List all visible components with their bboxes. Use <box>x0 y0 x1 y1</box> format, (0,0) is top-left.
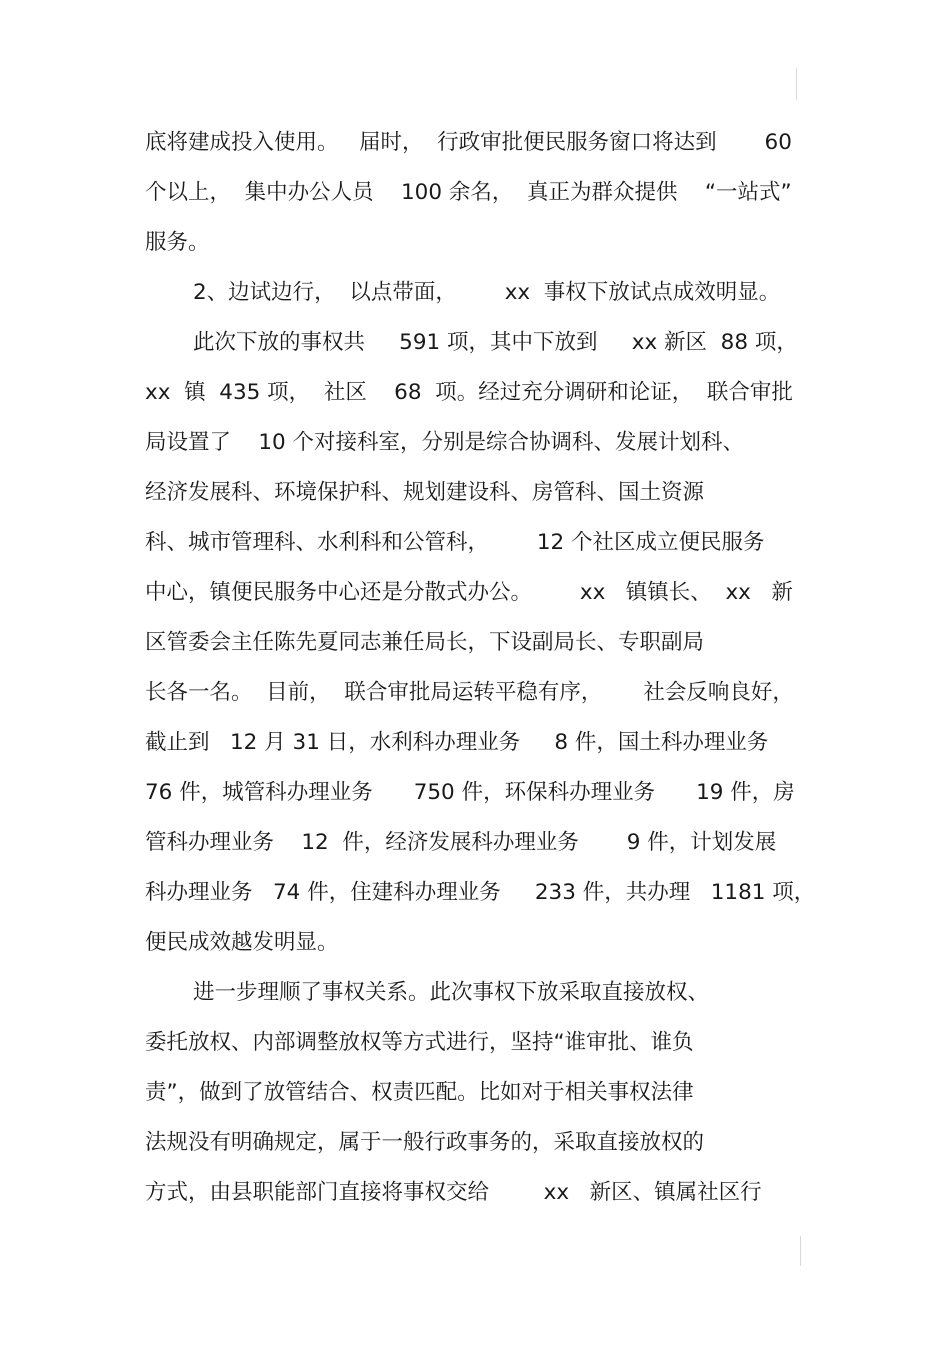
page-margin-mark-bottom <box>800 1236 801 1266</box>
text-line-content: 底将建成投入使用。 届时， 行政审批便民服务窗口将达到 60 <box>145 130 792 155</box>
text-line-content: 科办理业务 74 件，住建科办理业务 233 件，共办理 1181 项， <box>145 880 816 905</box>
text-line-content: 局设置了 10 个对接科室，分别是综合协调科、发展计划科、 <box>145 430 745 455</box>
text-line-content: 管科办理业务 12 件，经济发展科办理业务 9 件，计划发展 <box>145 830 777 855</box>
text-line <box>145 418 810 468</box>
text-line <box>145 318 810 368</box>
text-line <box>145 1068 810 1118</box>
text-line <box>145 468 810 518</box>
text-line-content: 76 件，城管科办理业务 750 件，环保科办理业务 19 件，房 <box>145 780 795 805</box>
page-margin-mark-top <box>796 68 797 100</box>
text-line-content: xx 镇 435 项， 社区 68 项。经过充分调研和论证， 联合审批 <box>145 380 793 405</box>
text-line <box>145 268 810 318</box>
text-line <box>145 368 810 418</box>
text-line-content: 方式，由县职能部门直接将事权交给 xx 新区、镇属社区行 <box>145 1180 762 1205</box>
text-line-content: 中心，镇便民服务中心还是分散式办公。 xx 镇镇长、 xx 新 <box>145 580 793 605</box>
text-line-content: 服务。 <box>145 230 210 255</box>
text-line <box>145 1118 810 1168</box>
text-line-content: 责”，做到了放管结合、权责匹配。比如对于相关事权法律 <box>145 1080 694 1105</box>
text-line <box>145 718 810 768</box>
text-line-content: 区管委会主任陈先夏同志兼任局长，下设副局长、专职副局 <box>145 630 705 655</box>
text-line <box>145 1018 810 1068</box>
text-line <box>145 1168 810 1218</box>
text-line-content: 经济发展科、环境保护科、规划建设科、房管科、国土资源 <box>145 480 705 505</box>
text-line <box>145 568 810 618</box>
text-line-content: 科、城市管理科、水利科和公管科， 12 个社区成立便民服务 <box>145 530 765 555</box>
text-line-content: 委托放权、内部调整放权等方式进行，坚持“谁审批、谁负 <box>145 1030 694 1055</box>
body-text <box>145 118 816 1218</box>
text-line <box>145 868 816 918</box>
text-line <box>145 618 810 668</box>
text-line <box>145 818 810 868</box>
text-line-content: 2、边试边行， 以点带面， xx 事权下放试点成效明显。 <box>193 280 781 305</box>
text-line-content: 法规没有明确规定，属于一般行政事务的，采取直接放权的 <box>145 1130 705 1155</box>
text-line-content: 长各一名。 目前， 联合审批局运转平稳有序， 社会反响良好， <box>145 680 794 705</box>
text-line <box>145 168 810 218</box>
text-line-content: 进一步理顺了事权关系。此次事权下放采取直接放权、 <box>193 980 710 1005</box>
text-line <box>145 918 810 968</box>
text-line <box>145 118 810 168</box>
text-line-content: 个以上， 集中办公人员 100 余名， 真正为群众提供 “一站式” <box>145 180 792 205</box>
text-line-content: 便民成效越发明显。 <box>145 930 339 955</box>
text-line <box>145 668 810 718</box>
text-line <box>145 768 810 818</box>
text-line-content: 截止到 12 月 31 日，水利科办理业务 8 件，国土科办理业务 <box>145 730 769 755</box>
text-line <box>145 218 810 268</box>
text-line-content: 此次下放的事权共 591 项，其中下放到 xx 新区 88 项， <box>193 330 798 355</box>
text-line <box>145 968 810 1018</box>
text-line <box>145 518 810 568</box>
